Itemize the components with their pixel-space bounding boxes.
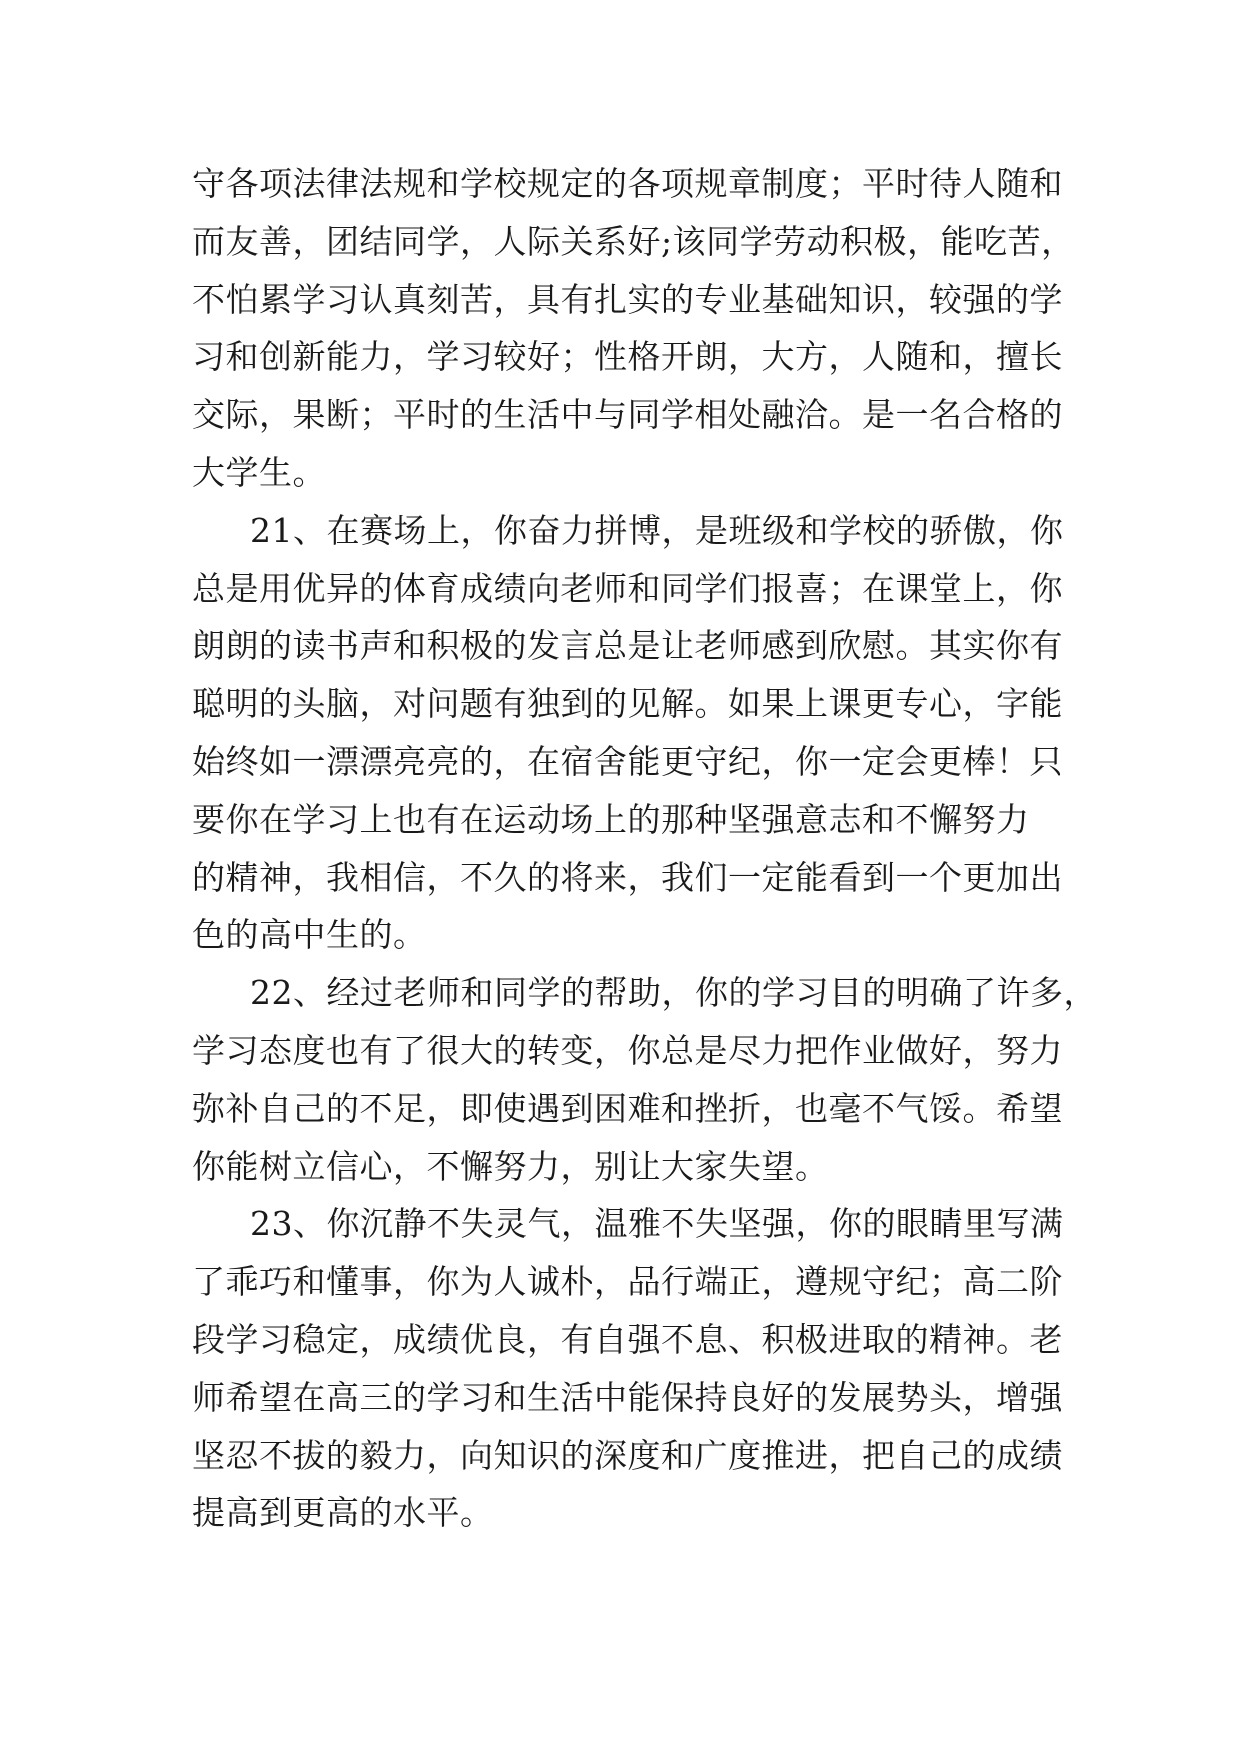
text-line: 要你在学习上也有在运动场上的那种坚强意志和不懈努力 — [192, 799, 1030, 839]
paragraph-22 — [192, 964, 1097, 1195]
text-line: 坚忍不拔的毅力，向知识的深度和广度推进，把自己的成绩 — [192, 1435, 1063, 1475]
text-line: 不怕累学习认真刻苦，具有扎实的专业基础知识，较强的学 — [192, 279, 1063, 319]
text-line: 21、在赛场上，你奋力拼博，是班级和学校的骄傲，你 — [250, 510, 1064, 550]
paragraph-continuation — [192, 155, 1092, 502]
text-line: 总是用优异的体育成绩向老师和同学们报喜；在课堂上，你 — [192, 568, 1063, 608]
text-line: 学习态度也有了很大的转变，你总是尽力把作业做好，努力 — [192, 1030, 1063, 1070]
text-line: 守各项法律法规和学校规定的各项规章制度；平时待人随和 — [192, 164, 1063, 203]
text-line: 大学生。 — [192, 452, 326, 492]
text-line: 而友善，团结同学，人际关系好;该同学劳动积极，能吃苦， — [192, 221, 1075, 261]
text-line: 习和创新能力，学习较好；性格开朗，大方，人随和，擅长 — [192, 337, 1063, 377]
text-line: 段学习稳定，成绩优良，有自强不息、积极进取的精神。老 — [192, 1319, 1063, 1359]
text-line: 朗朗的读书声和积极的发言总是让老师感到欣慰。其实你有 — [192, 626, 1063, 666]
text-line: 提高到更高的水平。 — [192, 1493, 494, 1533]
text-line: 了乖巧和懂事，你为人诚朴，品行端正，遵规守纪；高二阶 — [192, 1262, 1063, 1302]
text-line: 22、经过老师和同学的帮助，你的学习目的明确了许多， — [250, 973, 1097, 1013]
text-line: 23、你沉静不失灵气，温雅不失坚强，你的眼睛里写满 — [250, 1204, 1064, 1244]
text-line: 弥补自己的不足，即使遇到困难和挫折，也毫不气馁。希望 — [192, 1088, 1063, 1128]
text-line: 聪明的头脑，对问题有独到的见解。如果上课更专心，字能 — [192, 684, 1063, 724]
text-line: 色的高中生的。 — [192, 915, 427, 955]
text-line: 的精神，我相信，不久的将来，我们一定能看到一个更加出 — [192, 857, 1063, 897]
document-body — [192, 155, 1097, 1542]
text-line: 交际，果断；平时的生活中与同学相处融洽。是一名合格的 — [192, 395, 1063, 435]
paragraph-21 — [192, 502, 1092, 964]
text-line: 你能树立信心，不懈努力，别让大家失望。 — [192, 1146, 829, 1186]
text-line: 师希望在高三的学习和生活中能保持良好的发展势头，增强 — [192, 1377, 1063, 1417]
text-line: 始终如一漂漂亮亮的，在宿舍能更守纪，你一定会更棒！只 — [192, 741, 1063, 781]
paragraph-23 — [192, 1195, 1092, 1542]
